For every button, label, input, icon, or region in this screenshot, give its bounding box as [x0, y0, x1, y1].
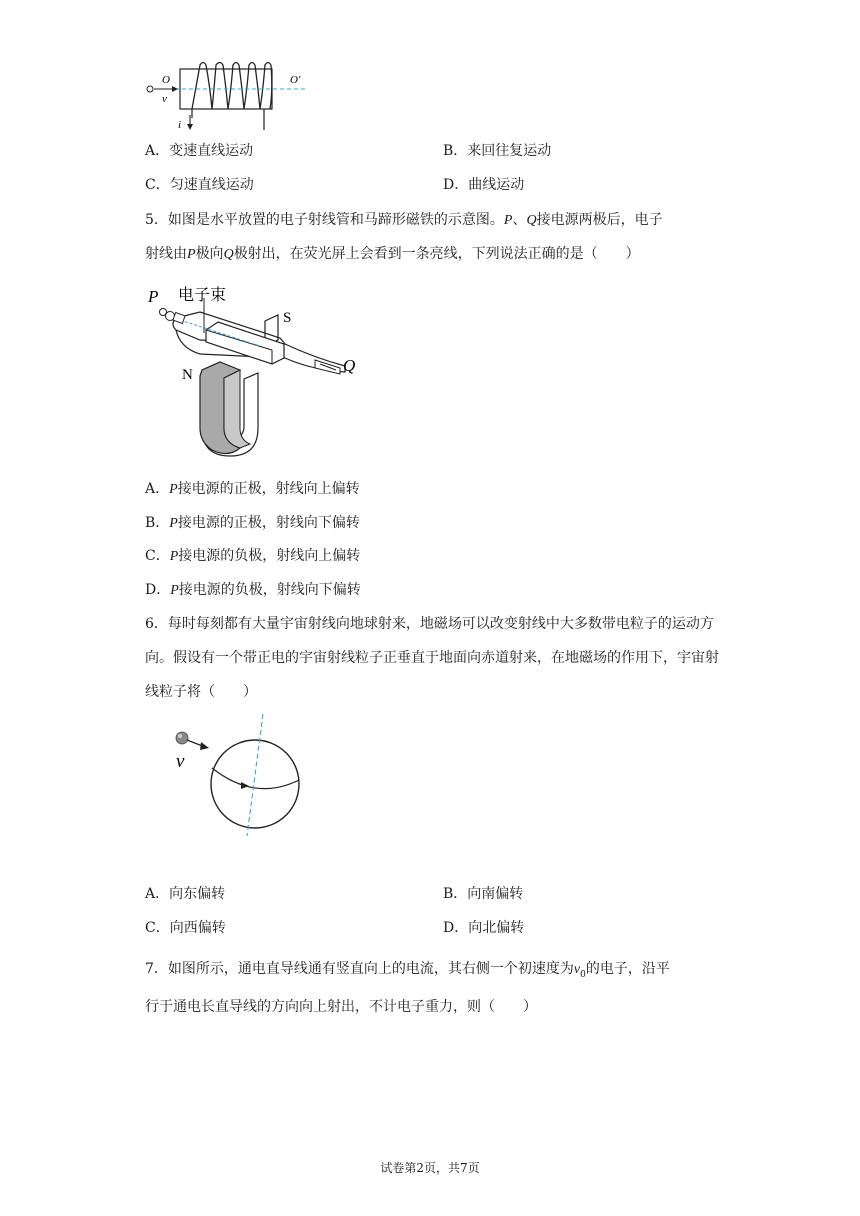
q6-option-b[interactable]: B．向南偏转 [443, 886, 524, 902]
q4-option-b[interactable]: B．来回往复运动 [443, 143, 552, 159]
q5-option-b[interactable]: B．P接电源的正极，射线向下偏转 [145, 515, 360, 531]
q4-label-o-prime: O' [290, 74, 301, 86]
q4-option-a[interactable]: A．变速直线运动 [145, 143, 254, 159]
q5-question-line2: 射线由P极向Q极射出，在荧光屏上会看到一条亮线，下列说法正确的是（ ） [145, 246, 640, 262]
page-footer: 试卷第2页，共7页 [380, 1161, 480, 1175]
q4-solenoid-figure [140, 60, 330, 135]
q5-option-c[interactable]: C．P接电源的负极，射线向上偏转 [145, 548, 361, 564]
q4-option-d[interactable]: D．曲线运动 [443, 177, 525, 193]
q5-option-d[interactable]: D．P接电源的负极，射线向下偏转 [145, 582, 361, 598]
q5-label-beam: 电子束 [178, 287, 227, 304]
q6-option-d[interactable]: D．向北偏转 [443, 920, 525, 936]
q7-question-line2: 行于通电长直导线的方向向上射出，不计电子重力，则（ ） [145, 999, 537, 1015]
q6-label-v: v [176, 751, 185, 772]
q4-label-v: v [162, 93, 167, 105]
q5-label-n: N [182, 367, 193, 383]
q6-earth-figure [165, 712, 315, 840]
q6-option-a[interactable]: A．向东偏转 [145, 886, 226, 902]
q5-question-line1: 5．如图是水平放置的电子射线管和马蹄形磁铁的示意图。P、Q接电源两极后，电子 [145, 212, 663, 228]
q6-question-text: 6．每时每刻都有大量宇宙射线向地球射来，地磁场可以改变射线中大多数带电粒子的运动方向。假设有一个带正电的宇宙射线粒子正垂直于地面向赤道射来，在地磁场的作用下，宇宙射线粒子将（ ） [145, 616, 719, 700]
q5-label-s: S [283, 310, 292, 326]
q5-option-a[interactable]: A．P接电源的正极，射线向上偏转 [145, 481, 360, 497]
q5-tube-magnet-figure [140, 278, 370, 460]
q6-option-c[interactable]: C．向西偏转 [145, 920, 226, 936]
q4-option-c[interactable]: C．匀速直线运动 [145, 177, 254, 193]
q5-label-p: P [148, 287, 159, 306]
q4-label-i: i [178, 119, 182, 131]
q7-question-line1: 7．如图所示，通电直导线通有竖直向上的电流，其右侧一个初速度为$v_0$的电子，沿平 [145, 961, 670, 980]
q4-label-o: O [162, 74, 170, 86]
q5-label-q: Q [343, 356, 356, 375]
